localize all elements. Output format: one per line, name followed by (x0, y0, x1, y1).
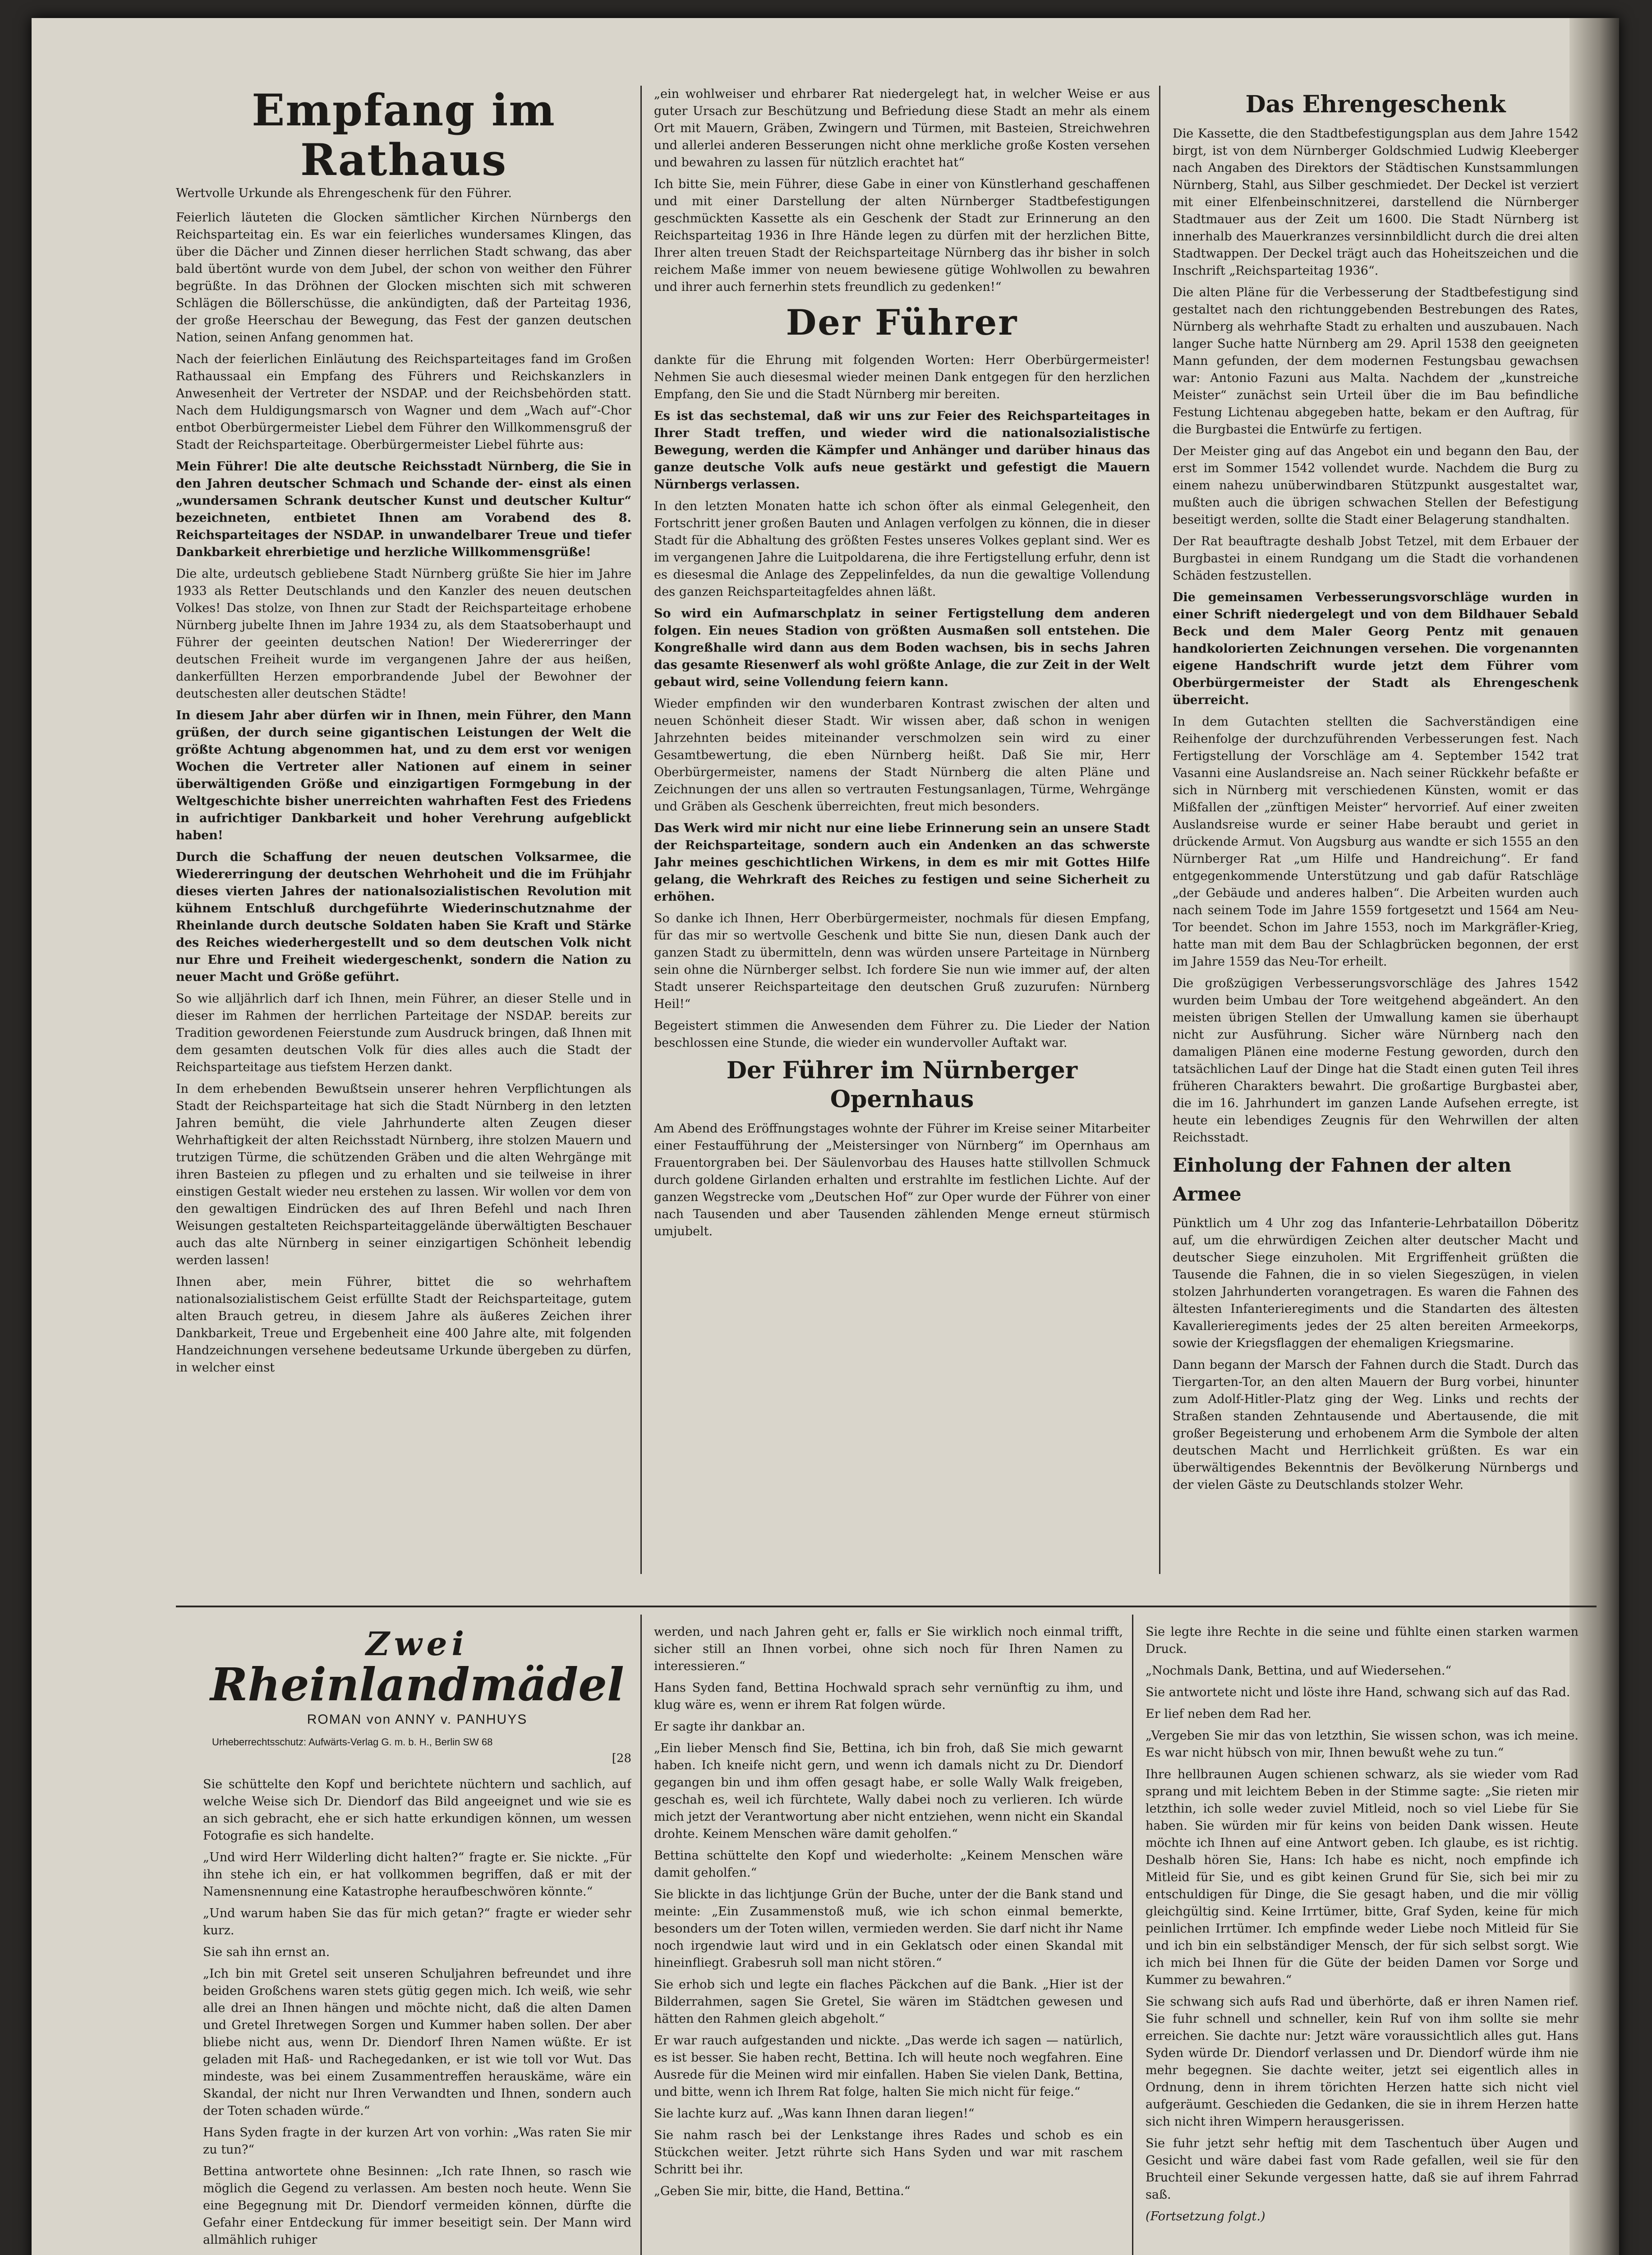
column-divider (640, 86, 642, 1574)
paragraph: So wie alljährlich darf ich Ihnen, mein Führer, an dieser Stelle und in dieser im Rahmen der herrlichen Parteitage der NSDAP. bereits zur Tradition gewordenen Feierstunde zum Ausdruck bringen, daß Ihnen mit dem gesamten deutschen Volk für dies alles auch die Stadt der Reichsparteitage aus tiefstem Herzen dankt. (176, 992, 631, 1074)
paragraph: Sie nahm rasch bei der Lenkstange ihres Rades und schob es ein Stückchen weiter. Jetzt rührte sich Hans Syden und war mit raschem Schritt bei ihr. (654, 2128, 1123, 2177)
paragraph: Er sagte ihr dankbar an. (654, 1720, 805, 1734)
paragraph: werden, und nach Jahren geht er, falls er Sie wirklich noch einmal trifft, sicher still an Ihnen vorbei, ohne sich noch für Ihren Namen zu interessieren.“ (654, 1625, 1123, 1673)
paragraph: „Geben Sie mir, bitte, die Hand, Bettina.“ (654, 2184, 911, 2198)
paragraph: Feierlich läuteten die Glocken sämtlicher Kirchen Nürnbergs den Reichsparteitag ein. Es war ein feierliches wundersames Klingen, das über die Dächer und Zinnen dieser herrlichen Stadt schwang, das aber bald übertönt wurde von dem Jubel, der schon von weither den Führer begrüßte. In das Dröhnen der Glocken mischten sich mit schweren Schlägen die Böllerschüsse, die ankündigten, daß der Parteitag 1936, der große Heerschau der Bewegung, das Fest der ganzen deutschen Nation, seinen Anfang genommen hat. (176, 211, 631, 345)
paragraph: Ihnen aber, mein Führer, bittet die so wehrhaftem nationalsozialistischem Geist erfüllte Stadt der Reichsparteitage, gutem alten Brauch getreu, in diesem Jahre als äußeres Zeichen ihrer Dankbarkeit, Treue und Ergebenheit eine 400 Jahre alte, mit folgenden Handzeichnungen versehene bedeutsame Urkunde übergeben zu dürfen, in welcher einst (176, 1275, 631, 1375)
newspaper-page (32, 18, 1619, 2255)
paragraph: Der Rat beauftragte deshalb Jobst Tetzel, mit dem Erbauer der Burgbastei in einem Rundgang um die Stadt die vorhandenen Schäden festzustellen. (1173, 534, 1578, 583)
headline: Das Ehrengeschenk (1245, 91, 1506, 118)
paragraph: Bettina schüttelte den Kopf und wiederholte: „Keinem Menschen wäre damit geholfen.“ (654, 1849, 1123, 1880)
paragraph: „Und wird Herr Wilderling dicht halten?“ fragte er. Sie nickte. „Für ihn stehe ich ein, er hat vollkommen begriffen, daß er mit der Namensnennung eine Katastrophe heraufbeschwören könnte.“ (203, 1850, 631, 1899)
paragraph: Er lief neben dem Rad her. (1146, 1707, 1311, 1721)
serial-title-top: Zwei (366, 1625, 469, 1663)
paragraph: In den letzten Monaten hatte ich schon öfter als einmal Gelegenheit, den Fortschritt jener großen Bauten und Anlagen verfolgen zu können, die in dieser Stadt für die Abhaltung des größten Festes unseres Volkes geplant sind. Wer es im vergangenen Jahre die Luitpoldarena, die ihre Fertigstellung erfuhr, denn ist es diesesmal die Anlage des Zeppelinfeldes, da nun die gewaltige Vollendung des ganzen Reichsparteitagfeldes ahnen läßt. (654, 499, 1150, 599)
paragraph: Sie erhob sich und legte ein flaches Päckchen auf die Bank. „Hier ist der Bilderrahmen, sagen Sie Gretel, Sie wären im Städtchen gewesen und hätten den Rahmen gleich abgeholt.“ (654, 1978, 1123, 2026)
paragraph: Ihre hellbraunen Augen schienen schwarz, als sie wieder vom Rad sprang und mit leichtem Beben in der Stimme sagte: „Sie rieten mir letzthin, ich solle weder zuviel Mitleid, noch so viel Liebe für Sie haben. Sie würden mir für keins von beiden Dank wissen. Heute möchte ich Ihnen auf eine Antwort geben. Ich glaube, es ist richtig. Deshalb hören Sie, Hans: Ich habe es nicht, noch empfinde ich Mitleid für Sie, und es gibt keinen Grund für Sie, sich bei mir zu entschuldigen für Dinge, die Sie gesagt haben, und die mir völlig gleichgültig sind. Keine Irrtümer, bitte, Graf Syden, keine für mich peinlichen Irrtümer. Ich empfinde weder Liebe noch Mitleid für Sie und ich bin ein selbständiger Mensch, der für sich selbst sorgt. Wie ich mich bei Ihnen für die Güte der beiden Damen vor Sorge und Kummer zu bewahren.“ (1146, 1767, 1578, 1987)
paragraph: Pünktlich um 4 Uhr zog das Infanterie-Lehrbataillon Döberitz auf, um die ehrwürdigen Zeichen alter deutscher Macht und deutscher Siege einzuholen. Mit Ergriffenheit grüßten die Tausende die Fahnen, die in so vielen Siegeszügen, in vielen stolzen Jahrhunderten vorangetragen. Es waren die Fahnen des ältesten Infanterieregiments und die Standarten des ältesten Kavallerieregiments jedes der 25 alten bereiten Armeekorps, sowie der Kriegsflaggen der ehemaligen Kriegsmarine. (1173, 1216, 1578, 1350)
paragraph: „Ich bin mit Gretel seit unseren Schuljahren befreundet und ihre beiden Großchens waren stets gütig gegen mich. Ich weiß, wie sehr alle drei an Ihnen hängen und möchte nicht, daß die alten Damen und Gretel Ihretwegen Sorgen und Kummer haben sollen. Der aber bliebe nicht aus, wenn Dr. Diendorf Ihren Namen wüßte. Er ist geladen mit Haß- und Rachegedanken, er ist wie toll vor Wut. Das mindeste, was bei einem Zusammentreffen herauskäme, wäre ein Skandal, der nicht nur Ihren Verwandten und Ihnen, sondern auch der Toten schaden würde.“ (203, 1967, 631, 2118)
paragraph: Nach der feierlichen Einläutung des Reichsparteitages fand im Großen Rathaussaal ein Empfang des Führers und Reichskanzlers in Anwesenheit der Vertreter der NSDAP. und der Reichsbehörden statt. Nach dem Huldigungsmarsch von Wagner und dem „Wach auf“-Chor entbot Oberbürgermeister Liebel dem Führer den Willkommensgruß der Stadt der Reichsparteitage. Oberbürgermeister Liebel führte aus: (176, 352, 631, 452)
paragraph: Sie blickte in das lichtjunge Grün der Buche, unter der die Bank stand und meinte: „Ein Zusammenstoß muß, wie ich schon einmal bemerkte, besonders um der Toten willen, vermieden werden. Sie darf nicht ihr Name noch irgendwie laut wird und in ein Geklatsch oder einen Skandal mit hineinfliegt. Grabesruh soll man nicht stören.“ (654, 1887, 1123, 1970)
paragraph: „ein wohlweiser und ehrbarer Rat niedergelegt hat, in welcher Weise er aus guter Ursach zur Beschützung und Befriedung diese Stadt an mehr als einem Ort mit Mauern, Gräben, Zwingern und Türmen, mit Basteien, Streichwehren und allerlei anderen Besserungen nicht ohne merkliche große Kosten versehen und bewahren zu lassen für nützlich erachtet hat“ (654, 87, 1150, 170)
headline: Empfang im Rathaus (252, 86, 556, 185)
paragraph: Am Abend des Eröffnungstages wohnte der Führer im Kreise seiner Mitarbeiter einer Festaufführung der „Meistersinger von Nürnberg“ im Opernhaus am Frauentorgraben bei. Der Säulenvorbau des Hauses hatte stillvollen Schmuck durch goldene Girlanden erhalten und erstrahlte im festlichen Lichte. Auf der ganzen Wegstrecke vom „Deutschen Hof“ zur Oper wurde der Führer von einer nach Tausenden und aber Tausenden zählenden Menge erneut stürmisch umjubelt. (654, 1122, 1150, 1238)
column-divider (1159, 86, 1160, 1574)
paragraph: Sie schüttelte den Kopf und berichtete nüchtern und sachlich, auf welche Weise sich Dr. Diendorf das Bild angeeignet und wie sie es an sich gebracht, ehe er sich hatte erkundigen können, um wessen Fotografie es sich handelte. (203, 1777, 631, 1843)
paragraph: Sie schwang sich aufs Rad und überhörte, daß er ihren Namen rief. Sie fuhr schnell und schneller, kein Ruf von ihm sollte sie mehr erreichen. Sie dachte nur: Jetzt wäre voraussichtlich alles gut. Hans Syden würde Dr. Diendorf verlassen und Dr. Diendorf würde ihm nie mehr begegnen. Sie dachte weiter, jetzt sei eigentlich alles in Ordnung, denn in ihrem törichten Herzen hatte sich nicht viel aufgeräumt. Geschieden die Gedanken, die sie in ihrem Herzen hatte sich nicht ihren Wimpern herausgerissen. (1146, 1995, 1578, 2129)
article-empfang (176, 86, 631, 1606)
paragraph: So wird ein Aufmarschplatz in seiner Fertigstellung dem anderen folgen. Ein neues Stadion von größten Ausmaßen soll entstehen. Die Kongreßhalle wird dann aus dem Boden wachsen, bis in sechs Jahren das gesamte Riesenwerf als wohl größte Anlage, die zur Zeit in der Welt gebaut wird, seine Vollendung feiern kann. (654, 607, 1150, 689)
paragraph: „Und warum haben Sie das für mich getan?“ fragte er wieder sehr kurz. (203, 1906, 631, 1937)
headline: Einholung der Fahnen der alten Armee (1173, 1154, 1512, 1205)
serial-title: Rheinlandmädel (210, 1658, 624, 1711)
continued-note: (Fortsetzung folgt.) (1146, 2209, 1265, 2223)
paragraph: In diesem Jahr aber dürfen wir in Ihnen, mein Führer, den Mann grüßen, der durch seine gigantischen Leistungen der Welt die größte Achtung abgenommen hat, und zu dem erst vor wenigen Wochen die Vertreter aller Nationen auf einem in seiner überwältigenden Größe und einzigartigen Formgebung in der Weltgeschichte bisher unerreichten wahrhaften Fest des Friedens in aufrichtiger Dankbarkeit und hoher Verehrung aufgeblickt haben! (176, 709, 631, 842)
headline: Der Führer im Nürnberger Opernhaus (726, 1057, 1078, 1113)
paragraph: Bettina antwortete ohne Besinnen: „Ich rate Ihnen, so rasch wie möglich die Gegend zu verlassen. Am besten noch heute. Wenn Sie eine Begegnung mit Dr. Diendorf vermeiden können, dürfte die Gefahr einer Entdeckung für immer beseitigt sein. Der Mann wird allmählich ruhiger (203, 2164, 631, 2247)
paragraph: Die gemeinsamen Verbesserungsvorschläge wurden in einer Schrift niedergelegt und von dem Bildhauer Sebald Beck und dem Maler Georg Pentz mit genauen handkolorierten Zeichnungen versehen. Die vorgenannten eigene Handschrift wurde jetzt dem Führer vom Oberbürgermeister der Stadt als Ehrengeschenk überreicht. (1173, 590, 1578, 707)
paragraph: Er war rauch aufgestanden und nickte. „Das werde ich sagen — natürlich, es ist besser. Sie haben recht, Bettina. Ich will heute noch wegfahren. Eine Ausrede für die Meinen wird mir einfallen. Haben Sie vielen Dank, Bettina, und bitte, wenn ich Ihrem Rat folge, halten Sie mich nicht für feige.“ (654, 2034, 1123, 2099)
paragraph: Ich bitte Sie, mein Führer, diese Gabe in einer von Künstlerhand geschaffenen und mit einer Darstellung der alten Nürnberger Stadtbefestigungen geschmückten Kassette als ein Geschenk der Stadt zur Erinnerung an den Reichsparteitag 1936 in Ihre Hände legen zu dürfen mit der herzlichen Bitte, Ihrer alten treuen Stadt der Reichsparteitage Nürnberg das ihr bisher in solch reichem Maße immer von neuem bewiesene gütige Wohlwollen zu bewahren und ihrer auch fernerhin stets freundlich zu gedenken!“ (654, 177, 1150, 294)
paragraph: Dann begann der Marsch der Fahnen durch die Stadt. Durch das Tiergarten-Tor, an den alten Mauern der Burg vorbei, hinunter zum Adolf-Hitler-Platz ging der Weg. Links und rechts der Straßen standen Zehntausende und Abertausende, die mit großer Begeisterung und erhobenem Arm die Symbole der alten deutschen Macht und Herrlichkeit grüßten. Es war ein überwältigendes Bekenntnis der Bevölkerung Nürnbergs und der vielen Gäste zu Deutschlands stolzer Wehr. (1173, 1358, 1578, 1492)
column-divider (640, 1615, 642, 2255)
paragraph: Sie legte ihre Rechte in die seine und fühlte einen starken warmen Druck. (1146, 1625, 1578, 1656)
serial-copyright: Urheberrechtsschutz: Aufwärts-Verlag G. m. b. H., Berlin SW 68 (212, 1736, 493, 1748)
subheadline: Wertvolle Urkunde als Ehrengeschenk für den Führer. (176, 186, 512, 200)
paragraph: Es ist das sechstemal, daß wir uns zur Feier des Reichsparteitages in Ihrer Stadt treffen, und wieder wird die nationalsozialistische Bewegung, werden die Kämpfer und Anhänger und darüber hinaus das ganze deutsche Volk aufs neue gestärkt und gefestigt die Mauern Nürnbergs verlassen. (654, 409, 1150, 492)
headline: Der Führer (786, 302, 1018, 343)
paragraph: Die alten Pläne für die Verbesserung der Stadtbefestigung sind gestaltet nach den richtunggebenden Bestrebungen des Rates, Nürnberg als wehrhafte Stadt zu erhalten und auszubauen. Nach langer Suche hatte Nürnberg am 29. April 1538 den geeigneten Mann gefunden, der dem modernen Festungsbau gewachsen war: Antonio Fazuni aus Malta. Nachdem der „kunstreiche Meister“ zunächst sein Urteil über die im Bau befindliche Festung Lichtenau abgegeben hatte, bekam er den Auftrag, für die Burgbastei die Entwürfe zu fertigen. (1173, 285, 1578, 437)
serial-column-3 (1146, 1624, 1578, 2255)
paragraph: Begeistert stimmen die Anwesenden dem Führer zu. Die Lieder der Nation beschlossen eine Stunde, die wieder ein wundervoller Auftakt war. (654, 1019, 1150, 1050)
paragraph: Sie sah ihn ernst an. (203, 1945, 330, 1959)
paragraph: Sie antwortete nicht und löste ihre Hand, schwang sich auf das Rad. (1146, 1685, 1570, 1699)
serial-installment: [28 (612, 1752, 631, 1765)
article-fuehrer (654, 86, 1150, 1606)
paragraph: Das Werk wird mir nicht nur eine liebe Erinnerung sein an unsere Stadt der Reichsparteitage, sondern auch ein Andenken an das schwerste Jahr meines geschichtlichen Wirkens, in dem es mir mit Gottes Hilfe gelang, die Wehrkraft des Reiches zu festigen und seine Sicherheit zu erhöhen. (654, 821, 1150, 904)
paragraph: Die großzügigen Verbesserungsvorschläge des Jahres 1542 wurden beim Umbau der Tore weitgehend abgeändert. An den meisten übrigen Stellen der Umwallung kamen sie überhaupt nicht zur Ausführung. Sicher wäre Nürnberg nach den damaligen Plänen eine moderne Festung geworden, durch den tatsächlichen Lauf der Dinge hat die Stadt einen guten Teil ihres früheren Charakters bewahrt. Die großartige Burgbastei aber, die im 16. Jahrhundert im ganzen Lande Aufsehen erregte, ist heute ein lebendiges Zeugnis für den Wehrwillen der alten Reichsstadt. (1173, 976, 1578, 1145)
paragraph: Wieder empfinden wir den wunderbaren Kontrast zwischen der alten und neuen Schönheit dieser Stadt. Wir wissen aber, daß schon in wenigen Jahrzehnten beides miteinander verschmolzen sein wird zu einer Gesamtbewertung, die eben Nürnberg heißt. Daß Sie mir, Herr Oberbürgermeister, namens der Stadt Nürnberg die alten Pläne und Zeichnungen der uns allen so vertrauten Festungsanlagen, Türme, Wehrgänge und Gräben als Geschenk überreichten, freut mich besonders. (654, 697, 1150, 814)
serial-author: ROMAN von ANNY v. PANHUYS (307, 1712, 528, 1727)
paragraph: Sie lachte kurz auf. „Was kann Ihnen daran liegen!“ (654, 2107, 975, 2121)
paragraph: Die alte, urdeutsch gebliebene Stadt Nürnberg grüßte Sie hier im Jahre 1933 als Retter Deutschlands und den Kanzler des neuen deutschen Volkes! Das stolze, von Ihnen zur Stadt der Reichsparteitage erhobene Nürnberg jubelte Ihnen im Jahre 1934 zu, als dem Staatsoberhaupt und Führer der geeinten deutschen Nation! Der Wiedererringer der deutschen Freiheit wurde im vergangenen Jahre der aus heißen, dankerfüllten Herzen emporbrandende Jubel der Bewohner der deutschesten aller deutschen Städte! (176, 567, 631, 701)
paragraph: In dem erhebenden Bewußtsein unserer hehren Verpflichtungen als Stadt der Reichsparteitage hat sich die Stadt Nürnberg in den letzten Jahren bemüht, die viele Jahrhunderte alten Zeugen dieser Wehrhaftigkeit der alten Reichsstadt Nürnberg, ihre stolzen Mauern und trutzigen Türme, die schützenden Gräben und die alten Wehrgänge mit ihren Basteien zu pflegen und zu erhalten und sie teilweise in ihrer einstigen Gestalt wieder neu erstehen zu lassen. Wir wollen vor dem von den gewaltigen Eindrücken des auf Ihren Befehl und nach Ihren Weisungen gestalteten Reichsparteitaggelände überwältigten Beschauer auch das alte Nürnberg in seiner einzigartigen Schönheit lebendig werden lassen! (176, 1082, 631, 1267)
paragraph: Hans Syden fragte in der kurzen Art von vorhin: „Was raten Sie mir zu tun?“ (203, 2126, 631, 2157)
paragraph: dankte für die Ehrung mit folgenden Worten: Herr Oberbürgermeister! Nehmen Sie auch diesesmal wieder meinen Dank entgegen für den herzlichen Empfang, den Sie und die Stadt Nürnberg mir bereiten. (654, 353, 1150, 401)
paragraph: So danke ich Ihnen, Herr Oberbürgermeister, nochmals für diesen Empfang, für das mir so wertvolle Geschenk und bitte Sie nun, diesen Dank auch der ganzen Stadt zu übermitteln, denn was würden unsere Parteitage in Nürnberg sein ohne die Nürnberger selbst. Ich fordere Sie nun wie immer auf, der alten Stadt unserer Reichsparteitage den deutschen Gruß zuzurufen: Nürnberg Heil!“ (654, 911, 1150, 1011)
paragraph: Sie fuhr jetzt sehr heftig mit dem Taschentuch über Augen und Gesicht und wäre dabei fast vom Rade gefallen, weil sie für den Bruchteil einer Sekunde vergessen hatte, daß sie auf ihrem Fahrrad saß. (1146, 2136, 1578, 2202)
serial-title-block (203, 1625, 631, 1765)
serial-column-2 (654, 1624, 1123, 2255)
paragraph: Der Meister ging auf das Angebot ein und begann den Bau, der erst im Sommer 1542 vollendet wurde. Nachdem die Burg zu einem nahezu unüberwindbaren Stützpunkt ausgestaltet war, mußten auch die übrigen schwachen Stellen der Befestigung beseitigt werden, sollte die Stadt einer Belagerung standhalten. (1173, 444, 1578, 527)
column-divider (1132, 1615, 1133, 2255)
serial-column-1 (203, 1624, 631, 2255)
paragraph: „Vergeben Sie mir das von letzthin, Sie wissen schon, was ich meine. Es war nicht hübsch von mir, Ihnen bewußt wehe zu tun.“ (1146, 1729, 1578, 1760)
paragraph: „Nochmals Dank, Bettina, und auf Wiedersehen.“ (1146, 1664, 1452, 1678)
paragraph: Hans Syden fand, Bettina Hochwald sprach sehr vernünftig zu ihm, und klug wäre es, wenn er ihrem Rat folgen würde. (654, 1681, 1123, 1712)
paragraph: Mein Führer! Die alte deutsche Reichsstadt Nürnberg, die Sie in den Jahren deutscher Schmach und Schande der- einst als einen „wundersamen Schrank deutscher Kunst und deutscher Kultur“ bezeichneten, entbietet Ihnen am Vorabend des 8. Reichsparteitages der NSDAP. in unwandelbarer Treue und tiefer Dankbarkeit ehrerbietige und herzliche Willkommensgrüße! (176, 460, 631, 559)
article-ehrengeschenk (1173, 86, 1578, 1606)
paragraph: Die Kassette, die den Stadtbefestigungsplan aus dem Jahre 1542 birgt, ist von dem Nürnberger Goldschmied Ludwig Kleeberger nach Angaben des Direktors der Städtischen Kunstsammlungen Nürnberg, Stahl, aus Silber geschmiedet. Der Deckel ist verziert mit einer Elfenbeinschnitzerei, darstellend die Nürnberger Stadtmauer aus der Zeit um 1600. Die Stadt Nürnberg ist innerhalb des Mauerkranzes versinnbildlicht durch die drei alten Stadtwappen. Der Deckel trägt auch das Hoheitszeichen und die Inschrift „Reichsparteitag 1936“. (1173, 127, 1578, 278)
section-divider (176, 1606, 1597, 1607)
paragraph: „Ein lieber Mensch find Sie, Bettina, ich bin froh, daß Sie mich gewarnt haben. Ich kneife nicht gern, und wenn ich damals nicht zu Dr. Diendorf gegangen bin und ihm offen gesagt habe, er solle Wally Walk freigeben, geschah es, weil ich fürchtete, Wally dabei noch zu verlieren. Ich würde mich jetzt der Verantwortung aber nicht entziehen, wenn nicht ein Skandal drohte. Keinem Menschen wäre damit geholfen.“ (654, 1741, 1123, 1841)
paragraph: Durch die Schaffung der neuen deutschen Volksarmee, die Wiedererringung der deutschen Wehrhoheit und die im Frühjahr dieses vierten Jahres der nationalsozialistischen Revolution mit kühnem Entschluß durchgeführte Wiederinschutznahme der Rheinlande durch deutsche Soldaten haben Sie Kraft und Stärke des Reiches wiederhergestellt und so dem deutschen Volk nicht nur Ehre und Freiheit wiedergeschenkt, sondern die Nation zu neuer Macht und Größe geführt. (176, 850, 631, 984)
paragraph: In dem Gutachten stellten die Sachverständigen eine Reihenfolge der durchzuführenden Verbesserungen fest. Nach Fertigstellung der Vorschläge am 4. September 1542 trat Vasanni eine Auslandsreise an. Nach seiner Rückkehr befaßte er sich in Nürnberg mit verschiedenen Künsten, womit er das Mißfallen der „zünftigen Meister“ hervorrief. Auf einer zweiten Auslandsreise wurde er seiner Habe beraubt und geriet in drückende Armut. Von Augsburg aus wandte er sich 1555 an den Nürnberger Rat „um Hilfe und Handreichung“. Er fand entgegenkommende Unterstützung und gab dafür Ratschläge „der Gebäude und anderes halben“. Die Arbeiten wurden auch nach seinem Tode im Jahre 1559 fortgesetzt und 1564 am Neu-Tor beendet. Schon im Jahre 1553, noch im Markgräfler-Krieg, hatte man mit dem Bau der Schlagbrücken begonnen, der erst im Jahre 1559 das Neu-Tor erheilt. (1173, 715, 1578, 969)
